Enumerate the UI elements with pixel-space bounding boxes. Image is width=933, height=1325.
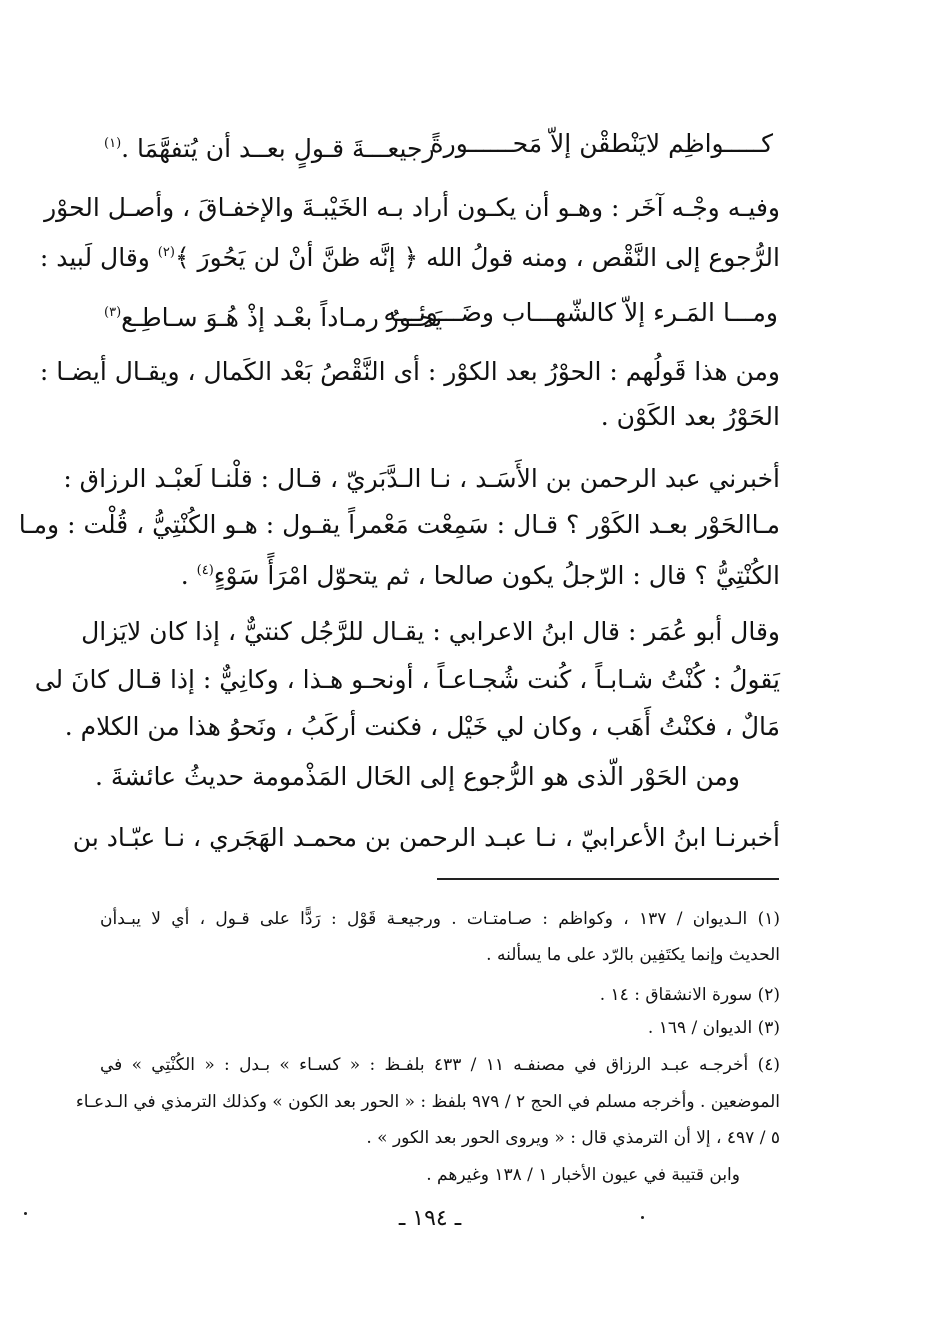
text-line: أخبرنـا ابنُ الأعرابيّ ، نـا عبـد الرحمن بن محمـد الهَجَري ، نـا عبّـاد بن [72,823,780,852]
text-line: يَقولُ : كُنْتُ شـابـاً ، كُنت شُجـاعـاً ، أونحـو هـذا ، وكانِيٌّ : إذا قـال كانَ لى [34,665,780,694]
footnote-ref-2: (٢) [157,245,175,260]
footnote-line: ٥ / ٤٩٧ ، إلا أن الترمذي قال : « ويروى الحور بعد الكور » . [366,1128,780,1148]
footnote-line: (١) الـديوان / ١٣٧ ، وكواظم : صـامتـات . ورجيعـة قَوْل : رَدًّا على قـول ، أي لا يبـدأن [100,909,780,929]
text-line: الكُنْتِيُّ ؟ قال : الرّجلُ يكون صالحا ، ثم يتحوّل امْرَأً سَوْءٍ$^{(٤)}$ . [180,561,780,590]
text-line: وفيـه وجْـه آخَر : وهـو أن يكـون أراد بـه الخَيْبـةَ والإخفـاقَ ، وأصـل الحوْر [44,193,780,222]
scan-speck [641,1216,644,1219]
text-line: ومن الحَوْر الّذى هو الرُّجوع إلى الحَال المَذْمومة حديثُ عائشةَ . [95,762,740,791]
text-line: ومن هذا قَولُهم : الحوْرُ بعد الكوْر : أى النَّقْصُ بَعْد الكَمال ، ويقـال أيضـا : [39,357,780,386]
footnote-separator [437,878,779,880]
verse1-right-hemistich: كـــــواظِم لايَنْطقْن إلاّ مَحــــــورةً [430,129,773,158]
footnote-line: الموضعين . وأخرجه مسلم في الحج ٢ / ٩٧٩ بلفظ : « الحور بعد الكون » وكذلك الترمذي في الـدعـاء [75,1092,780,1112]
text-line: الحَوْرُ بعد الكَوْن . [600,402,780,431]
footnote-line: (٣) الديوان / ١٦٩ . [647,1018,780,1038]
verse2-left-hemistich: يَحـورُ رمـاداً بعْـد إذْ هُـوَ سـاطِـع$^{(٣)}$ [104,303,443,332]
footnote-ref-4: (٤) [196,563,214,578]
scan-speck [24,1212,27,1215]
footnote-ref-1: (١) [104,136,122,151]
verse2-right-hemistich: ومـــا المَـرء إلاّ كالشّهـــاب وضَـــوئـــه [383,298,778,327]
footnote-line: (٤) أخرجـه عبـد الرزاق في مصنفـه ١١ / ٤٣٣ بلفـظ : « كسـاء » بـدل : « الكُنْتِي » في [100,1055,780,1075]
text-line: وقال أبو عُمَر : قال ابنُ الاعرابي : يقـال للرَّجُل كنتيٌّ ، إذا كان لايَزال [81,617,780,646]
text-line: أخبرني عبد الرحمن بن الأَسَـد ، نـا الـدَّبَريّ ، قـال : قلْنـا لَعبْـد الرزاق : [63,464,780,493]
verse1-left-hemistich: رجيعـــةَ قـولٍ بعــد أن يُتفهَّمَا .$^{(١)}$ [104,134,435,163]
text-line: مَالٌ ، فكنْتُ أَهَب ، وكان لي خَيْل ، فكنت أركَبُ ، ونَحوُ هذا من الكلام . [64,712,780,741]
footnote-line: وابن قتيبة في عيون الأخبار ١ / ١٣٨ وغيرهم . [426,1165,740,1185]
footnote-line: الحديث وإنما يكتَفِين بالرّد على ما يسألنه . [486,945,780,965]
text-line: الرُّجوع إلى النَّقْص ، ومنه قولُ الله ﴿ إنَّه ظنَّ أنْ لن يَحُورَ ﴾$^{(٢)}$ وقال لَبيد : [39,243,780,272]
footnote-line: (٢) سورة الانشقاق : ١٤ . [599,985,780,1005]
page-number: ـ ١٩٤ ـ [398,1206,462,1231]
text-line: مـاالحَوْر بعـد الكَوْر ؟ قـال : سَمِعْت مَعْمراً يقـول : هـو الكُنْتِيُّ ، قُلْت : ومـا [18,510,780,539]
footnote-ref-3: (٣) [104,305,122,320]
